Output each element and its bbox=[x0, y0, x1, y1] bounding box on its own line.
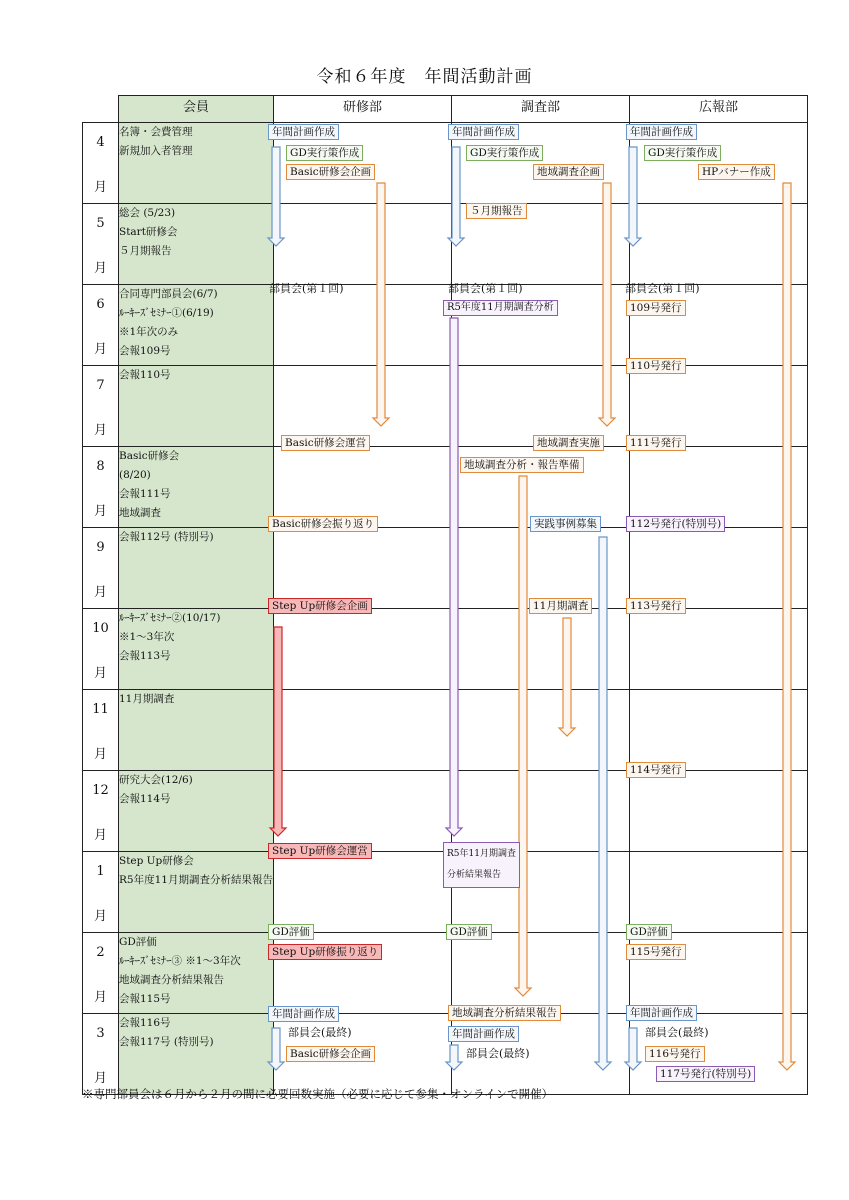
footer-note: ※専門部員会は６月から２月の間に必要回数実施（必要に応じて参集・オンラインで開催） bbox=[82, 1087, 554, 1101]
koho-mar-meeting: 部員会(最終) bbox=[645, 1026, 709, 1039]
kenshu-aug-basic-run: Basic研修会運営 bbox=[281, 435, 370, 451]
koho-aug-111: 111号発行 bbox=[626, 435, 686, 451]
month-suffix: 月 bbox=[93, 180, 107, 195]
chosa-feb-gd-eval: GD評価 bbox=[446, 924, 492, 940]
chosa-sep-cases: 実践事例募集 bbox=[530, 516, 601, 532]
koho-feb-115: 115号発行 bbox=[626, 944, 686, 960]
month-number: 3 bbox=[96, 1026, 105, 1041]
kenshu-mar-basic: Basic研修会企画 bbox=[286, 1046, 375, 1062]
member-item: 会報117号 (特別号) bbox=[119, 1036, 214, 1048]
kenshu-feb-gd-eval: GD評価 bbox=[268, 924, 314, 940]
kenshu-jan-stepup-run: Step Up研修会運営 bbox=[268, 843, 372, 859]
chosa-jan-r5-line1: R5年11月期調査 bbox=[447, 849, 516, 859]
kenshu-jun-meeting: 部員会(第１回) bbox=[269, 282, 344, 295]
member-item: 地域調査分析結果報告 bbox=[119, 974, 224, 986]
member-item: (8/20) bbox=[119, 469, 151, 481]
arrow-chosa-survey bbox=[559, 618, 575, 736]
chosa-apr-plan: 年間計画作成 bbox=[448, 124, 519, 140]
chosa-jan-r5-line2: 分析結果報告 bbox=[447, 870, 502, 880]
month-suffix: 月 bbox=[93, 1071, 107, 1086]
member-item: 会報111号 bbox=[119, 488, 171, 500]
page-title: 令和６年度 年間活動計画 bbox=[316, 67, 533, 87]
member-item: 会報116号 bbox=[119, 1017, 171, 1029]
kenshu-apr-plan: 年間計画作成 bbox=[268, 124, 339, 140]
month-suffix: 月 bbox=[93, 666, 107, 681]
koho-dec-114: 114号発行 bbox=[626, 762, 686, 778]
member-item: 研究大会(12/6) bbox=[119, 774, 193, 786]
member-item: 会報114号 bbox=[119, 793, 171, 805]
member-item: 合同専門部員会(6/7) bbox=[119, 288, 218, 300]
month-suffix: 月 bbox=[93, 828, 107, 843]
header-kenshu: 研修部 bbox=[273, 96, 451, 123]
month-number: 7 bbox=[96, 378, 105, 393]
member-item: 新規加入者管理 bbox=[119, 145, 193, 157]
month-suffix: 月 bbox=[93, 909, 107, 924]
month-number: 2 bbox=[96, 945, 105, 960]
chosa-apr-gd: GD実行策作成 bbox=[466, 145, 543, 161]
member-item: ５月期報告 bbox=[119, 245, 172, 257]
koho-jul-110: 110号発行 bbox=[626, 358, 686, 374]
month-number: 6 bbox=[96, 297, 105, 312]
kenshu-mar-plan: 年間計画作成 bbox=[268, 1006, 339, 1022]
month-number: 4 bbox=[96, 135, 105, 150]
koho-oct-113: 113号発行 bbox=[626, 598, 686, 614]
arrow-chosa-cases bbox=[595, 537, 611, 1070]
header-member: 会員 bbox=[119, 96, 274, 123]
month-number: 11 bbox=[92, 702, 109, 717]
koho-sep-112: 112号発行(特別号) bbox=[626, 516, 725, 532]
koho-mar-117: 117号発行(特別号) bbox=[656, 1066, 755, 1082]
month-suffix: 月 bbox=[93, 342, 107, 357]
month-suffix: 月 bbox=[93, 747, 107, 762]
koho-apr-banner: HPバナー作成 bbox=[698, 164, 775, 180]
month-suffix: 月 bbox=[93, 585, 107, 600]
member-item: 会報110号 bbox=[119, 369, 171, 381]
kenshu-feb-stepup-review: Step Up研修振り返り bbox=[268, 944, 382, 960]
month-number: 5 bbox=[96, 216, 105, 231]
month-suffix: 月 bbox=[93, 504, 107, 519]
arrow-koho-plan-mar bbox=[625, 1028, 641, 1070]
arrow-kenshu-stepup bbox=[270, 627, 286, 836]
month-number: 1 bbox=[96, 864, 105, 879]
koho-apr-plan: 年間計画作成 bbox=[626, 124, 697, 140]
arrow-chosa-regional bbox=[599, 183, 615, 426]
member-item: GD評価 bbox=[119, 936, 157, 948]
arrow-kenshu-basic bbox=[373, 183, 389, 426]
member-item: 会報109号 bbox=[119, 345, 171, 357]
kenshu-mar-meeting: 部員会(最終) bbox=[288, 1026, 352, 1039]
member-item: Step Up研修会 bbox=[119, 855, 194, 867]
kenshu-apr-basic: Basic研修会企画 bbox=[286, 164, 375, 180]
month-number: 12 bbox=[92, 783, 109, 798]
chosa-mar-meeting: 部員会(最終) bbox=[466, 1047, 530, 1060]
month-suffix: 月 bbox=[93, 423, 107, 438]
member-item: 地域調査 bbox=[119, 507, 161, 519]
chosa-aug-regional-run: 地域調査実施 bbox=[533, 435, 604, 451]
member-item: 会報112号 (特別号) bbox=[119, 531, 214, 543]
chosa-mar-plan: 年間計画作成 bbox=[448, 1026, 519, 1042]
chosa-oct-survey: 11月期調査 bbox=[529, 598, 592, 614]
month-number: 10 bbox=[92, 621, 109, 636]
month-number: 9 bbox=[96, 540, 105, 555]
member-item: 会報113号 bbox=[119, 650, 171, 662]
koho-mar-plan: 年間計画作成 bbox=[626, 1005, 697, 1021]
chosa-apr-regional: 地域調査企画 bbox=[533, 164, 604, 180]
member-item: ※1年次のみ bbox=[119, 326, 179, 338]
member-item: ﾙｰｷｰｽﾞｾﾐﾅｰ①(6/19) bbox=[119, 307, 214, 319]
month-suffix: 月 bbox=[93, 261, 107, 276]
koho-feb-gd-eval: GD評価 bbox=[626, 924, 672, 940]
arrow-koho-plan-apr bbox=[625, 147, 641, 246]
arrow-chosa-plan-apr bbox=[448, 147, 464, 246]
header-chosa: 調査部 bbox=[451, 96, 629, 123]
member-item: 11月期調査 bbox=[119, 693, 175, 705]
arrow-kenshu-plan-mar bbox=[268, 1028, 284, 1070]
member-item: Start研修会 bbox=[119, 226, 178, 238]
koho-jun-109: 109号発行 bbox=[626, 300, 686, 316]
month-number: 8 bbox=[96, 459, 105, 474]
arrow-chosa-r5 bbox=[446, 318, 462, 836]
kenshu-sep-basic-review: Basic研修会振り返り bbox=[268, 516, 378, 532]
kenshu-apr-gd: GD実行策作成 bbox=[286, 145, 363, 161]
member-item: ※1～3年次 bbox=[119, 631, 175, 643]
chosa-aug-analysis: 地域調査分析・報告準備 bbox=[460, 457, 584, 473]
chosa-jun-r5: R5年度11月期調査分析 bbox=[443, 300, 558, 316]
member-item: R5年度11月期調査分析結果報告 bbox=[119, 874, 273, 886]
arrow-chosa-plan-mar bbox=[446, 1045, 462, 1070]
chosa-jun-meeting: 部員会(第１回) bbox=[448, 282, 523, 295]
member-item: ﾙｰｷｰｽﾞｾﾐﾅｰ③ ※1～3年次 bbox=[119, 955, 241, 967]
member-item: 名簿・会費管理 bbox=[119, 126, 193, 138]
arrow-kenshu-plan-apr bbox=[268, 147, 284, 246]
koho-jun-meeting: 部員会(第１回) bbox=[625, 282, 700, 295]
chosa-may-report: ５月期報告 bbox=[466, 203, 527, 219]
month-suffix: 月 bbox=[93, 990, 107, 1005]
member-item: ﾙｰｷｰｽﾞｾﾐﾅｰ②(10/17) bbox=[119, 612, 221, 624]
kenshu-oct-stepup-plan: Step Up研修会企画 bbox=[268, 598, 372, 614]
koho-apr-gd: GD実行策作成 bbox=[644, 145, 721, 161]
member-item: 会報115号 bbox=[119, 993, 171, 1005]
member-item: 総会 (5/23) bbox=[119, 207, 176, 219]
arrow-koho-banner bbox=[779, 183, 795, 1070]
koho-mar-116: 116号発行 bbox=[645, 1046, 705, 1062]
chosa-mar-regional-report: 地域調査分析結果報告 bbox=[448, 1005, 561, 1021]
header-koho: 広報部 bbox=[629, 96, 807, 123]
arrow-chosa-analysis bbox=[515, 476, 531, 996]
member-item: Basic研修会 bbox=[119, 450, 180, 462]
